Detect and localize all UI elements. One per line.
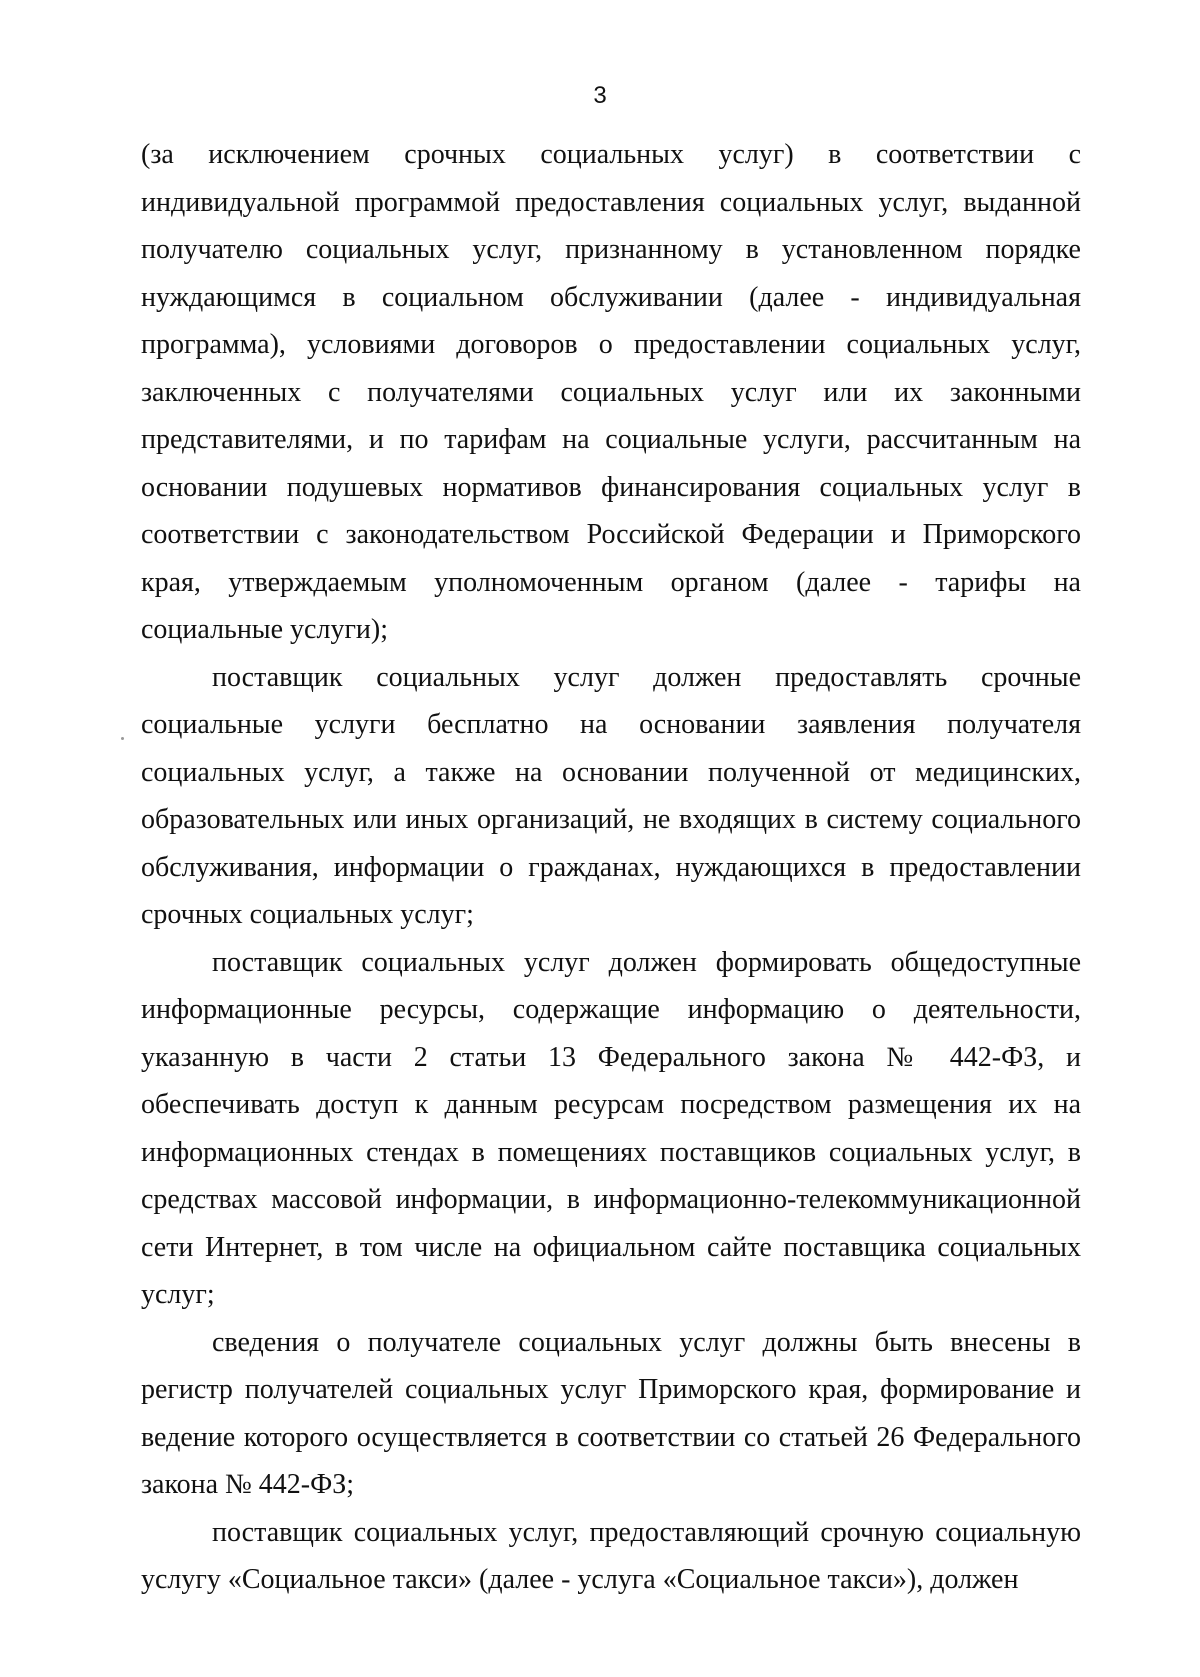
document-body xyxy=(141,131,1081,1604)
scan-speck xyxy=(121,737,124,740)
paragraph-recipient-register: сведения о получателе социальных услуг должны быть внесены в регистр получателей социальных услуг Приморского края, формирование и ведение которого осуществляется в соответствии со статьей 26 Федерального закона № 442-ФЗ; xyxy=(141,1326,1081,1500)
paragraph-urgent-services: поставщик социальных услуг должен предоставлять срочные социальные услуги бесплатно на основании заявления получателя социальных услуг, а также на основании полученной от медицинских, образовательных или иных организаций, не входящих в систему социального обслуживания, информации о гражданах, нуждающихся в предоставлении срочных социальных услуг; xyxy=(141,661,1081,930)
page-number: 3 xyxy=(593,82,607,109)
paragraph-continuation: (за исключением срочных социальных услуг) в соответствии с индивидуальной программой предоставления социальных услуг, выданной получателю социальных услуг, признанному в установленном порядке нуждающимся в социальном обслуживании (далее - индивидуальная программа), условиями договоров о предоставлении социальных услуг, заключенных с получателями социальных услуг или их законными представителями, и по тарифам на социальные услуги, рассчитанным на основании подушевых нормативов финансирования социальных услуг в соответствии с законодательством Российской Федерации и Приморского края, утверждаемым уполномоченным органом (далее - тарифы на социальные услуги); xyxy=(141,139,1081,645)
paragraph-social-taxi: поставщик социальных услуг, предоставляющий срочную социальную услугу «Социальное такси» (далее - услуга «Социальное такси»), должен xyxy=(141,1516,1081,1595)
paragraph-information-resources: поставщик социальных услуг должен формировать общедоступные информационные ресурсы, содержащие информацию о деятельности, указанную в части 2 статьи 13 Федерального закона № 442-ФЗ, и обеспечивать доступ к данным ресурсам посредством размещения их на информационных стендах в помещениях поставщиков социальных услуг, в средствах массовой информации, в информационно-телекоммуникационной сети Интернет, в том числе на официальном сайте поставщика социальных услуг; xyxy=(141,946,1081,1310)
